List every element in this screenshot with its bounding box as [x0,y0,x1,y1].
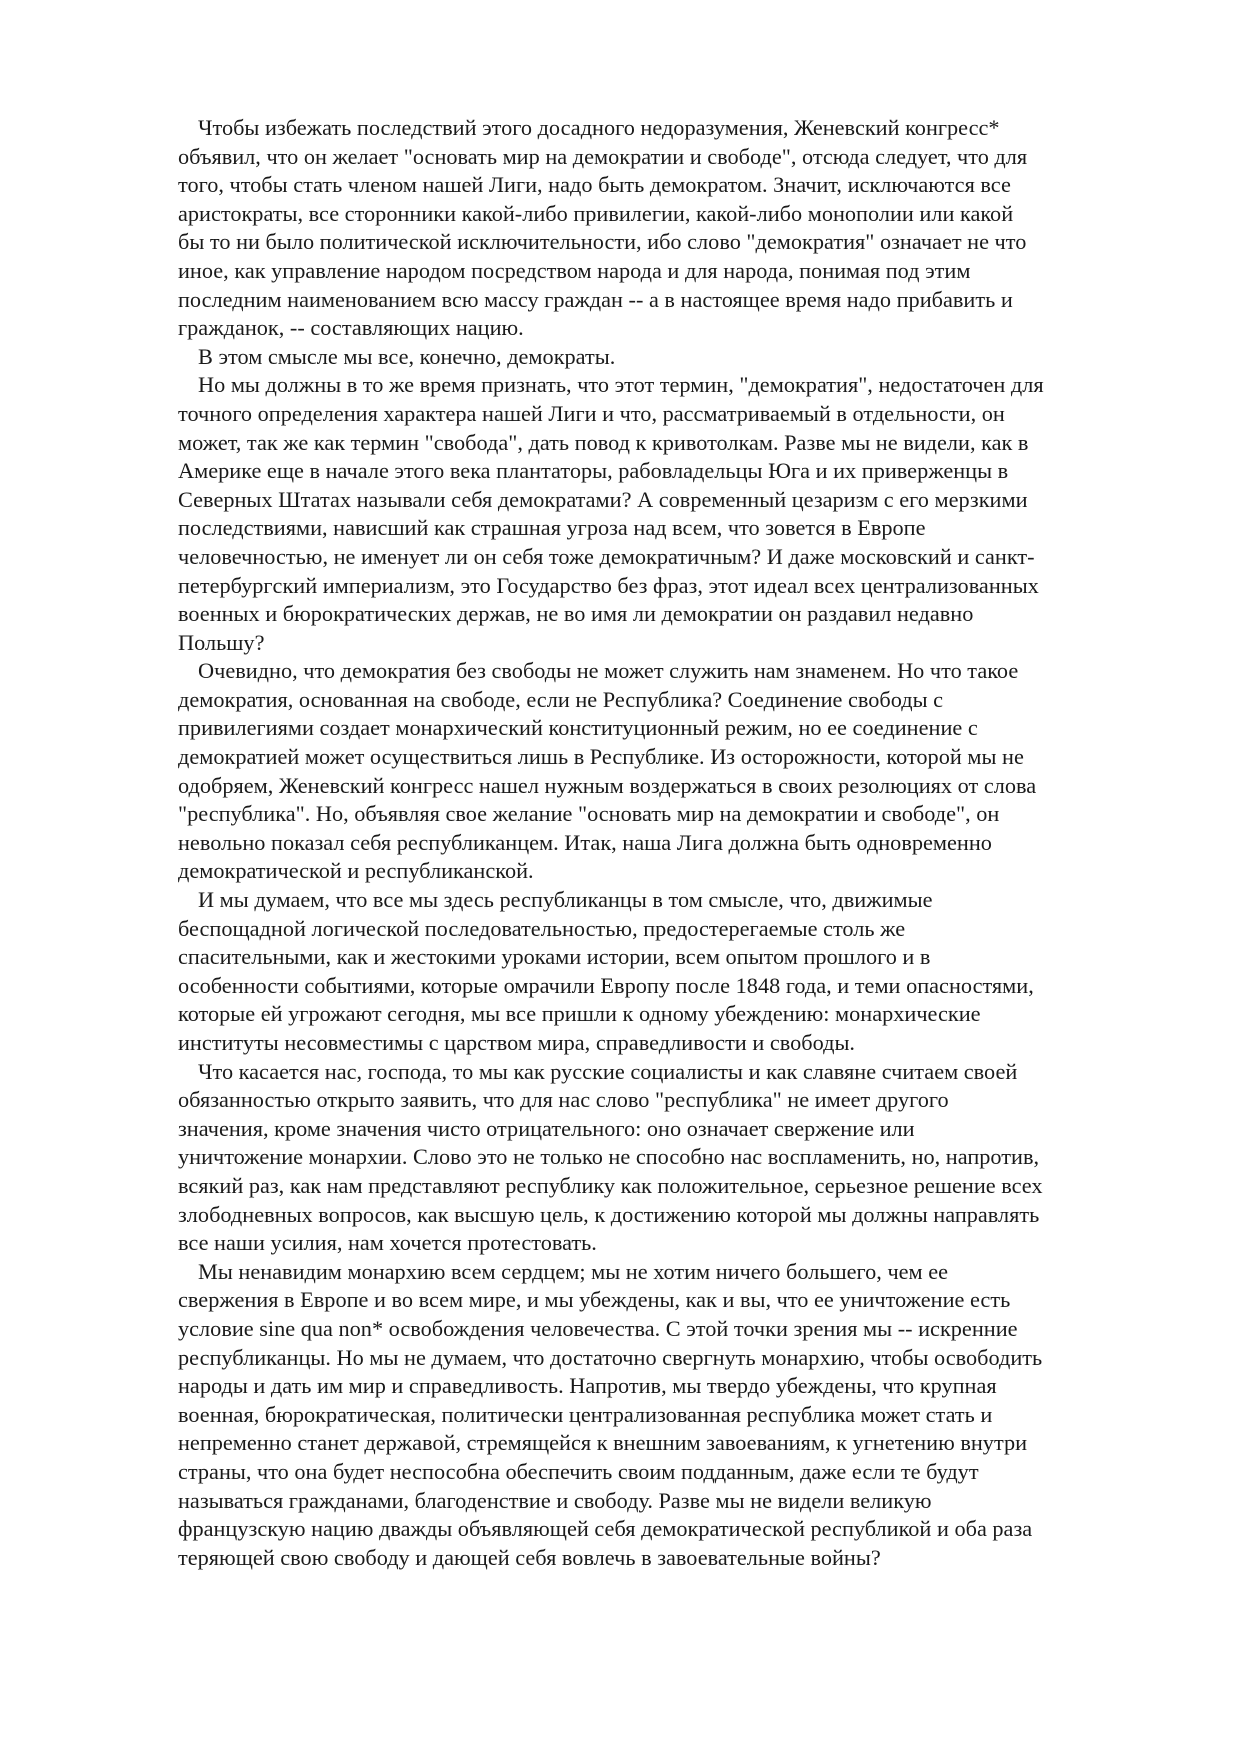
text-line: свержения в Европе и во всем мире, и мы убеждены, как и вы, что ее уничтожение есть [178,1287,1011,1313]
text-line: Польшу? [178,629,265,655]
text-line: последствиями, нависший как страшная угроза над всем, что зовется в Европе [178,515,926,541]
text-line: всякий раз, как нам представляют республику как положительное, серьезное решение всех [178,1172,1043,1198]
text-line: привилегиями создает монархический конституционный режим, но ее соединение с [178,715,978,741]
paragraph [178,371,1158,657]
text-line: Но мы должны в то же время признать, что этот термин, "демократия", недостаточен для [198,372,1044,398]
text-line: военная, бюрократическая, политически централизованная республика может стать и [178,1401,993,1427]
paragraph [178,657,1158,886]
text-line: В этом смысле мы все, конечно, демократы. [198,343,616,369]
text-line: Чтобы избежать последствий этого досадного недоразумения, Женевский конгресс* [198,115,1000,140]
text-line: народы и дать им мир и справедливость. Напротив, мы твердо убеждены, что крупная [178,1373,997,1399]
text-line: институты несовместимы с царством мира, справедливости и свободы. [178,1030,855,1055]
text-line: французскую нацию дважды объявляющей себя демократической республикой и оба раза [178,1516,1033,1542]
text-line: демократической и республиканской. [178,858,534,884]
text-line: особенности событиями, которые омрачили Европу после 1848 года, и теми опасностями, [178,972,1034,998]
text-line: гражданок, -- составляющих нацию. [178,315,524,341]
text-line: уничтожение монархии. Слово это не только не способно нас воспламенить, но, напротив, [178,1144,1040,1170]
text-line: точного определения характера нашей Лиги и что, рассматриваемый в отдельности, он [178,400,1005,426]
paragraph [178,1258,1158,1573]
text-line: Мы ненавидим монархию всем сердцем; мы не хотим ничего большего, чем ее [198,1258,949,1284]
text-line: спасительными, как и жестокими уроками истории, всем опытом прошлого и в [178,944,931,970]
text-line: невольно показал себя республиканцем. Итак, наша Лига должна быть одновременно [178,829,992,855]
text-line: одобряем, Женевский конгресс нашел нужным воздержаться в своих резолюциях от слова [178,772,1037,798]
text-line: все наши усилия, нам хочется протестовать. [178,1230,597,1256]
document-body [178,114,1158,1572]
text-line: бы то ни было политической исключительности, ибо слово "демократия" означает не что [178,229,1027,255]
text-line: условие sine qua non* освобождения человечества. С этой точки зрения мы -- искренние [178,1315,1018,1341]
text-line: Очевидно, что демократия без свободы не может служить нам знаменем. Но что такое [198,658,1019,684]
text-line: может, так же как термин "свобода", дать повод к кривотолкам. Разве мы не видели, как в [178,429,1029,455]
text-line: которые ей угрожают сегодня, мы все пришли к одному убеждению: монархические [178,1001,981,1027]
text-line: последним наименованием всю массу граждан -- а в настоящее время надо прибавить и [178,286,1013,312]
text-line: демократией может осуществиться лишь в Республике. Из осторожности, которой мы не [178,744,1024,770]
text-line: обязанностью открыто заявить, что для нас слово "республика" не имеет другого [178,1087,949,1113]
text-line: И мы думаем, что все мы здесь республиканцы в том смысле, что, движимые [198,887,933,913]
text-line: страны, что она будет неспособна обеспечить своим подданным, даже если те будут [178,1458,979,1484]
text-line: аристократы, все сторонники какой-либо привилегии, какой-либо монополии или какой [178,200,1014,226]
text-line: Что касается нас, господа, то мы как русские социалисты и как славяне считаем своей [198,1058,1018,1084]
text-line: военных и бюрократических держав, не во имя ли демократии он раздавил недавно [178,601,974,627]
text-line: человечностью, не именует ли он себя тоже демократичным? И даже московский и санкт- [178,543,1035,569]
text-line: злободневных вопросов, как высшую цель, к достижению которой мы должны направлять [178,1201,1040,1227]
text-line: теряющей свою свободу и дающей себя вовлечь в завоевательные войны? [178,1544,881,1570]
paragraph [178,114,1158,343]
text-line: иное, как управление народом посредством народа и для народа, понимая под этим [178,257,971,283]
text-line: "республика". Но, объявляя свое желание "основать мир на демократии и свободе", он [178,801,1000,827]
text-line: называться гражданами, благоденствие и свободу. Разве мы не видели великую [178,1487,932,1513]
text-line: того, чтобы стать членом нашей Лиги, надо быть демократом. Значит, исключаются все [178,172,1011,198]
text-line: значения, кроме значения чисто отрицательного: оно означает свержение или [178,1115,915,1141]
text-line: Северных Штатах называли себя демократами? А современный цезаризм с его мерзкими [178,486,1028,512]
paragraph [178,343,1158,372]
paragraph [178,886,1158,1058]
text-line: петербургский империализм, это Государство без фраз, этот идеал всех централизованных [178,572,1039,598]
text-line: непременно станет державой, стремящейся к внешним завоеваниям, к угнетению внутри [178,1430,1028,1456]
text-line: демократия, основанная на свободе, если не Республика? Соединение свободы с [178,686,944,712]
paragraph [178,1058,1158,1258]
text-line: объявил, что он желает "основать мир на демократии и свободе", отсюда следует, что для [178,143,1028,169]
text-line: беспощадной логической последовательностью, предостерегаемые столь же [178,915,906,941]
text-line: Америке еще в начале этого века плантаторы, рабовладельцы Юга и их приверженцы в [178,458,1009,484]
text-line: республиканцы. Но мы не думаем, что достаточно свергнуть монархию, чтобы освободить [178,1344,1043,1370]
